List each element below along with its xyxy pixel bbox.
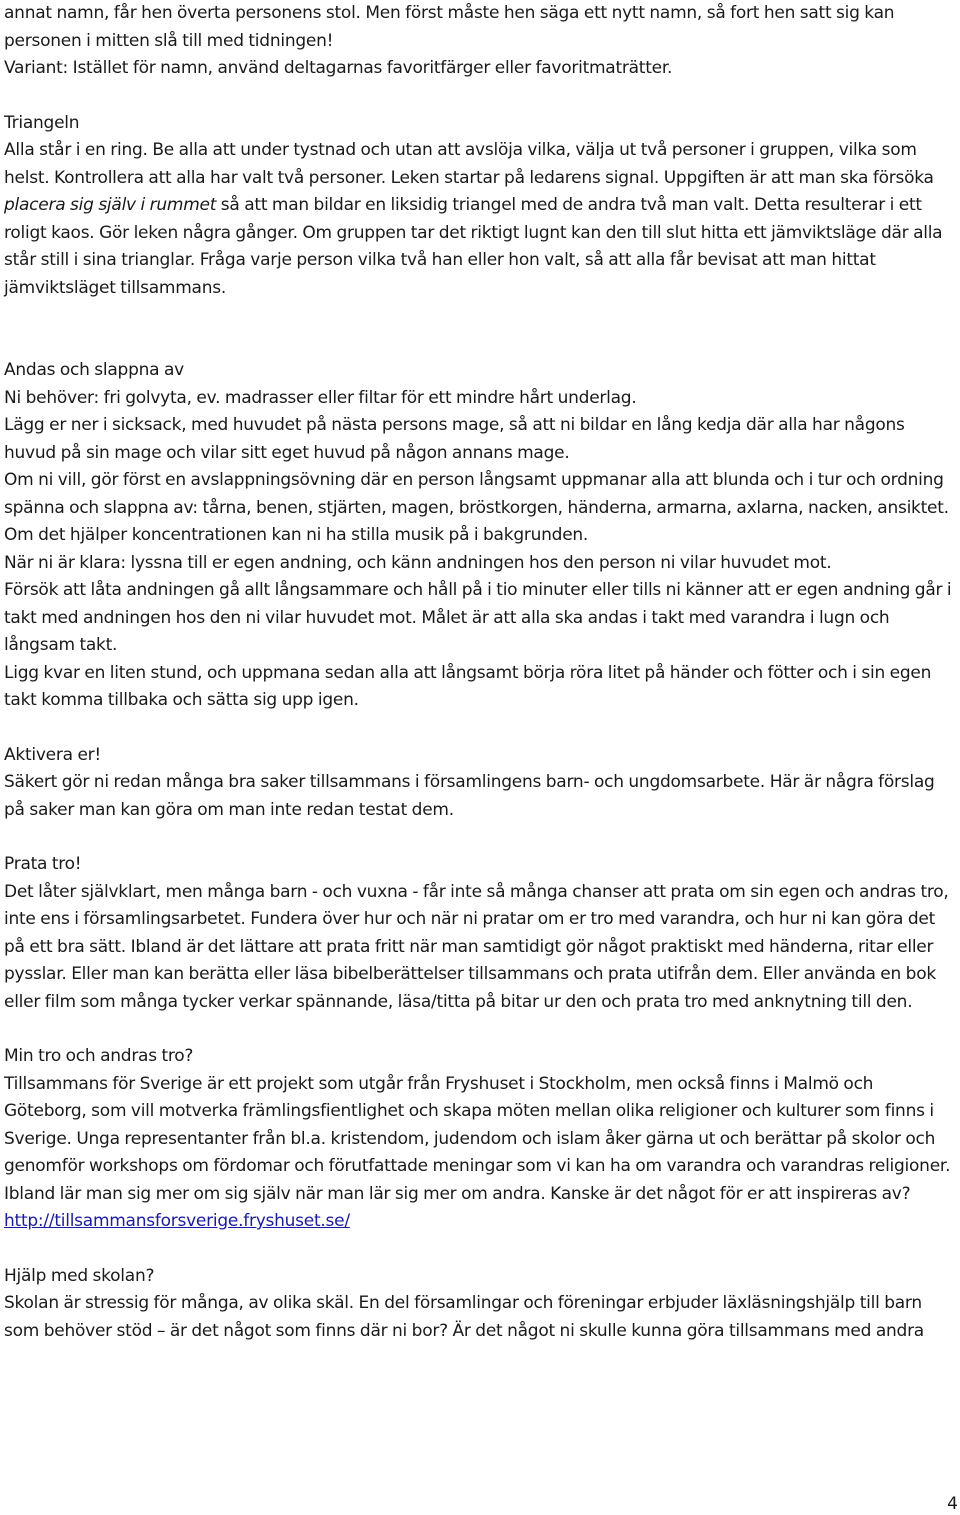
triangeln-paragraph [4, 137, 958, 302]
section-title-skolan: Hjälp med skolan? [4, 1265, 155, 1286]
andas-needs: Ni behöver: fri golvyta, ev. madrasser eller filtar för ett mindre hårt underlag. [4, 387, 637, 408]
andas-paragraph-1: Lägg er ner i sicksack, med huvudet på nästa persons mage, så att ni bildar en lång kedja där alla har någons huvud på sin mage och vilar sitt eget huvud på någon annans mage. [4, 415, 905, 463]
document-page [4, 0, 958, 1345]
andas-paragraph-4: Försök att låta andningen gå allt långsammare och håll på i tio minuter eller tills ni känner att er egen andning går i takt med andningen hos den ni vilar huvudet mot. Målet är att alla ska andas i takt med varandra i lugn och långsam takt. [4, 580, 952, 655]
fryshuset-link[interactable]: http://tillsammansforsverige.fryshuset.se/ [4, 1211, 350, 1231]
andas-paragraph-5: Ligg kvar en liten stund, och uppmana sedan alla att långsamt börja röra litet på händer och fötter och i sin egen takt komma tillbaka och sätta sig upp igen. [4, 662, 932, 710]
section-title-andas: Andas och slappna av [4, 360, 184, 380]
mintro-text: Tillsammans för Sverige är ett projekt som utgår från Fryshuset i Stockholm, men också finns i Malmö och Göteborg, som vill motverka främlingsfientlighet och skapa möten mellan olika religioner och kulturer som finns i Sverige. Unga representanter från bl.a. kristendom, judendom och islam åker gärna ut och berättar på skolor och genomför workshops om fördomar och förutfattade meningar som vi kan ha om varandra och varandras religioner. Ibland lär man sig mer om sig själv när man lär sig mer om andra. Kanske är det något för er att inspireras av? [4, 1073, 951, 1204]
prata-paragraph: Det låter självklart, men många barn - och vuxna - får inte så många chanser att prata om sin egen och andras tro, inte ens i församlingsarbetet. Fundera över hur och när ni pratar om er tro med varandra, och hur ni kan göra det på ett bra sätt. Ibland är det lättare att prata fritt när man samtidigt gör något praktiskt med händerna, ritar eller pysslar. Eller man kan berätta eller läsa bibelberättelser tillsammans och prata utifrån dem. Eller använda en bok eller film som många tycker verkar spännande, läsa/titta på bitar ur den och prata tro med anknytning till den. [4, 881, 949, 1012]
triangeln-italic-text: placera sig själv i rummet [4, 195, 217, 215]
section-title-triangeln: Triangeln [4, 112, 80, 133]
mintro-paragraph [4, 1071, 958, 1236]
skolan-paragraph: Skolan är stressig för många, av olika skäl. En del församlingar och föreningar erbjuder läxläsningshjälp till barn som behöver stöd – är det något som finns där ni bor? Är det något ni skulle kunna göra tillsammans med andra [4, 1293, 924, 1341]
aktivera-paragraph: Säkert gör ni redan många bra saker tillsammans i församlingens barn- och ungdomsarbete. Här är några förslag på saker man kan göra om man inte redan testat dem. [4, 772, 935, 820]
section-title-prata: Prata tro! [4, 854, 82, 874]
page-number: 4 [947, 1494, 958, 1514]
variant-paragraph: Variant: Istället för namn, använd deltagarnas favoritfärger eller favoritmaträtter. [4, 58, 673, 78]
triangeln-text-b: så att man bildar en liksidig triangel med de andra två man valt. Detta resulterar i ett roligt kaos. Gör leken några gånger. Om gruppen tar det riktigt lugnt kan den till slut hitta ett jämviktsläge där alla står still i sina trianglar. Fråga varje person vilka två han eller hon valt, så att alla får bevisat att man hittat jämviktsläget tillsammans. [4, 195, 943, 298]
andas-paragraph-2: Om ni vill, gör först en avslappningsövning där en person långsamt uppmanar alla att blunda och i tur och ordning spänna och slappna av: tårna, benen, stjärten, magen, bröstkorgen, händerna, armarna, axlarna, nacken, ansiktet. Om det hjälper koncentrationen kan ni ha stilla musik på i bakgrunden. [4, 470, 949, 545]
intro-paragraph: annat namn, får hen överta personens stol. Men först måste hen säga ett nytt namn, så fort hen satt sig kan personen i mitten slå till med tidningen! [4, 3, 895, 51]
section-title-mintro: Min tro och andras tro? [4, 1046, 194, 1066]
andas-paragraph-3: När ni är klara: lyssna till er egen andning, och känn andningen hos den person ni vilar huvudet mot. [4, 552, 832, 573]
section-title-aktivera: Aktivera er! [4, 744, 101, 765]
triangeln-text-a: Alla står i en ring. Be alla att under tystnad och utan att avslöja vilka, välja ut två personer i gruppen, vilka som helst. Kontrollera att alla har valt två personer. Leken startar på ledarens signal. Uppgiften är att man ska försöka [4, 140, 934, 188]
